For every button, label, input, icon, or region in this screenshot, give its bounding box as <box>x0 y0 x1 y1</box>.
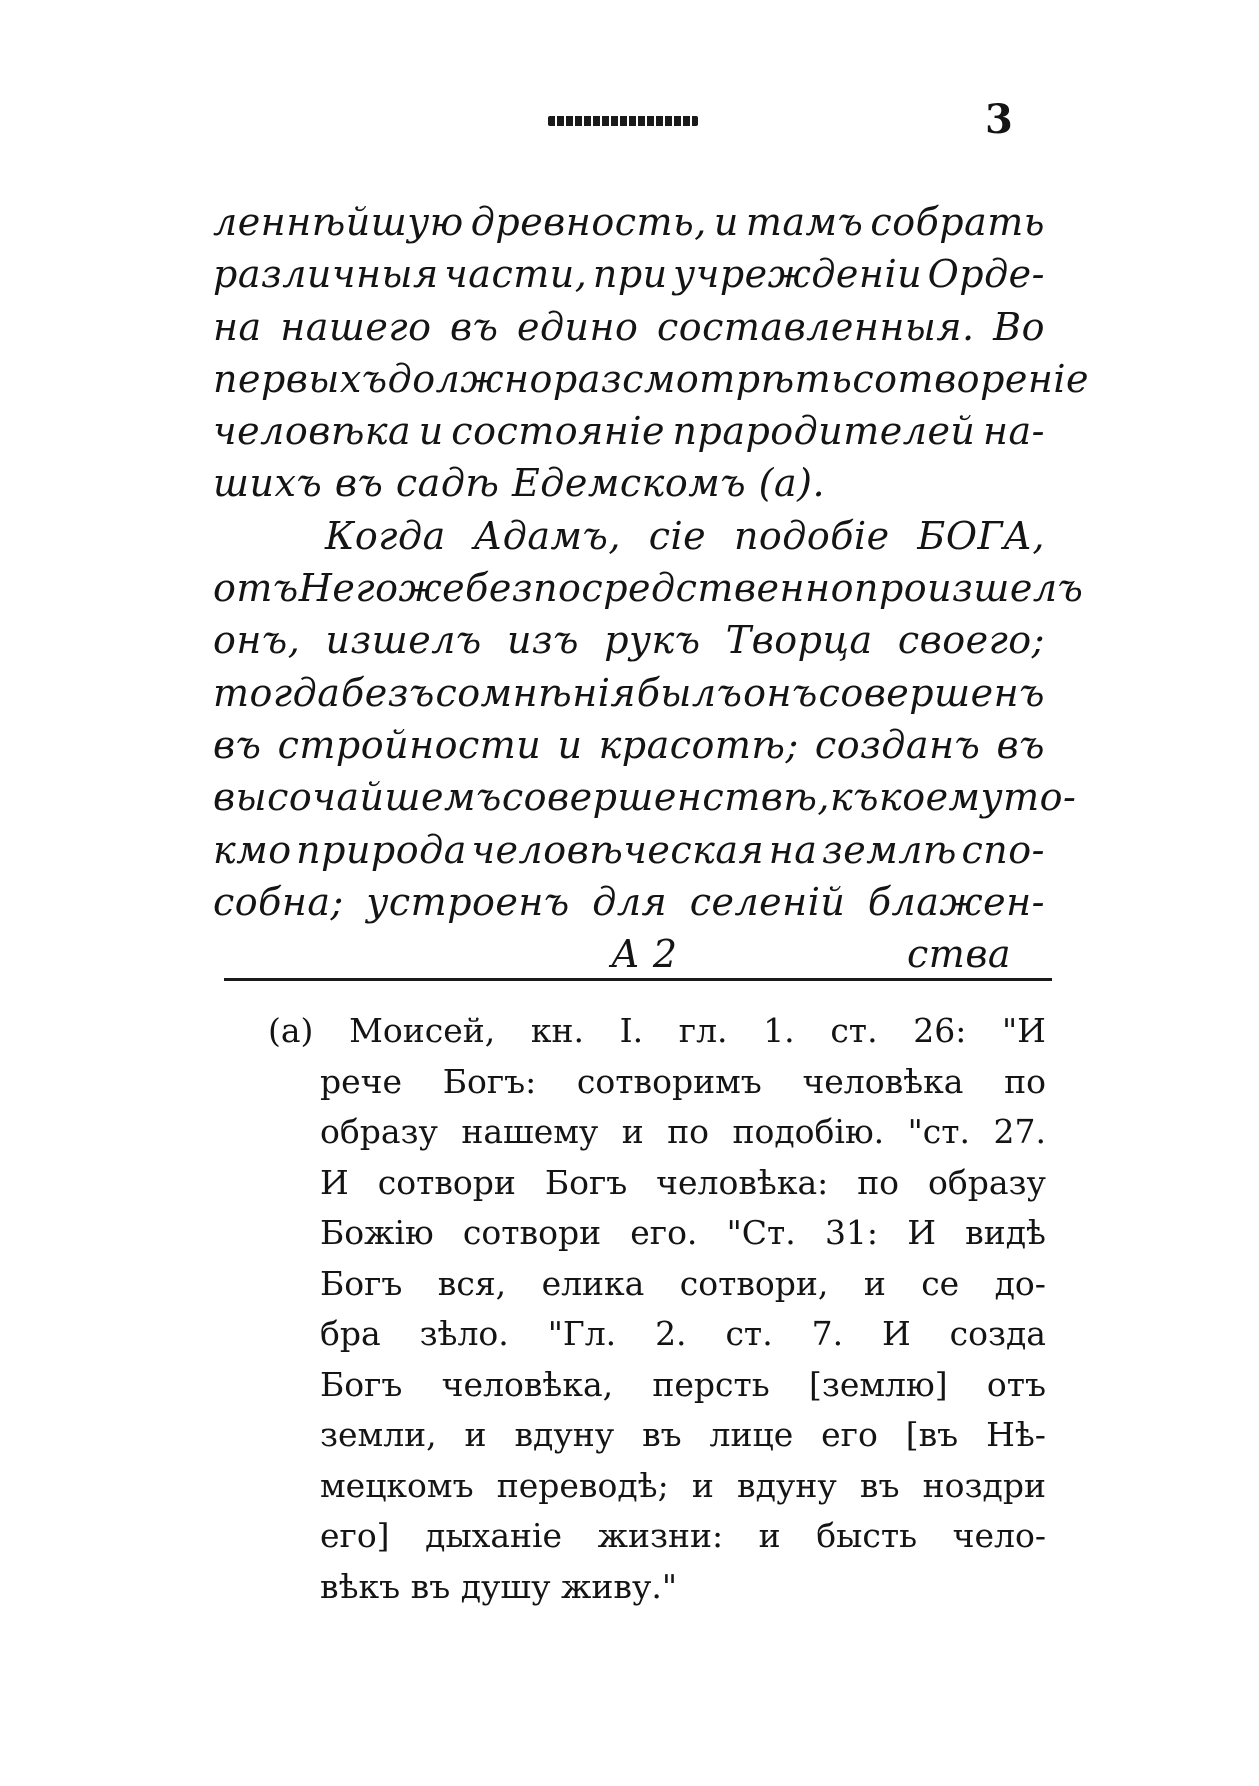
printer-signature: А 2 <box>611 932 678 977</box>
footnote-line-3: образу нашему и по подобію. "ст. 27. <box>320 1112 1046 1151</box>
text-line-5: человѣка и состояніе прародителей на- <box>213 409 1045 454</box>
text-line-4: первыхъ должно разсмотрѣть сотвореніе <box>213 356 1090 401</box>
text-line-12: высочайшемъ совершенствѣ, къ коему то- <box>213 775 1077 820</box>
text-line-11: въ стройности и красотѣ; созданъ въ <box>213 722 1045 767</box>
footnote-line-5: Божію сотвори его. "Ст. 31: И видѣ <box>320 1213 1046 1252</box>
text-line-9: онъ, изшелъ изъ рукъ Творца своего; <box>213 618 1045 663</box>
main-text <box>213 196 1090 980</box>
catchword: ства <box>907 932 1012 977</box>
text-line-2: различныя части, при учрежденіи Орде- <box>213 252 1045 297</box>
footnote-line-9: земли, и вдуну въ лице его [въ Нѣ- <box>320 1415 1046 1454</box>
page-number: 3 <box>985 96 1013 143</box>
text-line-6: шихъ въ садѣ Едемскомъ (а). <box>213 461 826 506</box>
header-ornament <box>548 116 698 126</box>
footnote <box>268 1006 1046 1612</box>
signature-line <box>213 928 1045 980</box>
footnote-line-2: рече Богъ: сотворимъ человѣка по <box>320 1061 1046 1101</box>
text-line-13: кмо природа человѣческая на землѣ спо- <box>213 827 1045 872</box>
text-line-8: отъ Него же безпосредственно произшелъ <box>213 566 1084 611</box>
footnote-line-12: вѣкъ въ душу живу." <box>320 1566 678 1606</box>
footnote-rule <box>224 978 1052 981</box>
text-line-10: тогда безъ сомнѣнія былъ онъ совершенъ <box>213 670 1045 715</box>
footnote-line-8: Богъ человѣка, персть [землю] отъ <box>320 1364 1046 1404</box>
footnote-line-11: его] дыханіе жизни: и бысть чело- <box>320 1516 1046 1555</box>
text-line-14: собна; устроенъ для селеній блажен- <box>213 879 1045 924</box>
footnote-line-6: Богъ вся, елика сотвори, и се до- <box>320 1263 1046 1303</box>
text-line-3: на нашего въ едино составленныя. Во <box>213 304 1045 349</box>
footnote-line-7: бра зѣло. "Гл. 2. ст. 7. И созда <box>320 1314 1046 1353</box>
footnote-line-4: И сотвори Богъ человѣка: по образу <box>320 1162 1046 1202</box>
footnote-line-10: мецкомъ переводѣ; и вдуну въ ноздри <box>320 1465 1046 1505</box>
text-line-7: Когда Адамъ, сіе подобіе БОГА, <box>325 513 1045 558</box>
footnote-line-1: (а) Моисей, кн. I. гл. 1. ст. 26: "И <box>268 1011 1046 1050</box>
text-line-1: леннѣйшую древность, и тамъ собрать <box>213 200 1045 244</box>
